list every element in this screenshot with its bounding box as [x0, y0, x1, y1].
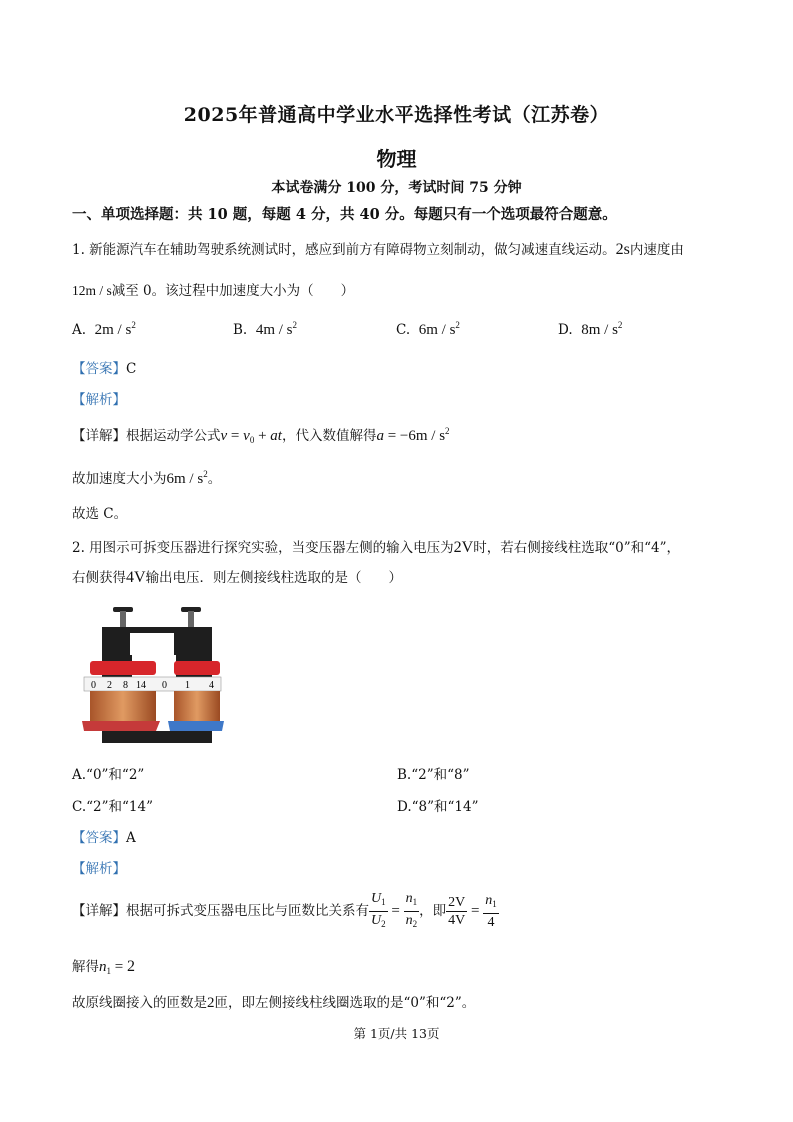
- q2-analysis-label: 【解析】: [72, 861, 126, 877]
- answer-label: 【答案】: [72, 361, 126, 377]
- q1-option-a: [72, 320, 136, 339]
- option-c-label: C.: [396, 322, 411, 338]
- q2-stem-c: 右侧获得: [72, 570, 126, 586]
- q2-solve: 解得$n_1 = 2$: [72, 958, 135, 976]
- q2-detail: 【详解】根据可拆式变压器电压比与匝数比关系有 $\frac{U_1}{U_2}$ = $\frac{n_1}{n_2}$ ，即 $\frac{2V}{4V}$ = $\frac{n_1}{4}$: [72, 890, 499, 934]
- q1-speed: 12m / s: [72, 283, 112, 298]
- result-value: 6m / s: [166, 471, 204, 487]
- q2-option-c: C.“2”和“14”: [72, 799, 154, 815]
- option-d-label: D.: [558, 322, 573, 338]
- detail-label: 【详解】: [72, 903, 126, 919]
- option-a-label: A.: [72, 322, 87, 338]
- left-terminals: [90, 661, 156, 675]
- turns-ratio-formula: $\frac{n_1}{n_2}$: [405, 891, 418, 929]
- q1-line1: [72, 238, 684, 259]
- q2-answer: [72, 826, 136, 846]
- terminal-label-r4: 4: [209, 680, 214, 691]
- option-b-value: 4m / s: [255, 322, 293, 338]
- q2-input-voltage: 2V: [453, 539, 474, 556]
- q2-output-voltage: 4V: [126, 569, 146, 586]
- q2-line2: [72, 566, 402, 587]
- option-b-label: B.: [233, 322, 248, 338]
- conclusion-value: 2: [207, 995, 215, 1011]
- terminal-label-0: 0: [91, 680, 96, 691]
- option-d-exp: 2: [617, 320, 623, 330]
- option-c-value: 6m / s: [418, 322, 456, 338]
- secondary-coil: [174, 691, 220, 721]
- answer-value: A: [126, 830, 136, 846]
- primary-coil: [90, 691, 156, 721]
- q2-option-b: B.“2”和“8”: [397, 767, 470, 783]
- exam-info: 本试卷满分 100 分，考试时间 75 分钟: [271, 180, 522, 196]
- q1-analysis-label: 【解析】: [72, 392, 126, 408]
- option-a-value: 2m / s: [94, 322, 132, 338]
- q1-stem-a: 1. 新能源汽车在辅助驾驶系统测试时，感应到前方有障碍物立刻制动，做匀减速直线运动。: [72, 242, 616, 258]
- q1-line2: [72, 279, 354, 299]
- q1-stem-b: 内速度由: [629, 242, 684, 258]
- q1-time: 2s: [615, 241, 630, 258]
- option-d-value: 8m / s: [581, 322, 618, 338]
- q1-option-d: [558, 320, 622, 339]
- detail-mid: ，代入数值解得: [281, 428, 377, 444]
- right-base: [168, 721, 224, 731]
- q1-choose: 故选 C。: [72, 506, 128, 522]
- q1-stem-c: 减至 0。该过程中加速度大小为（ ）: [111, 283, 355, 299]
- q1-detail: 【详解】根据运动学公式$v = v_0$ + at，代入数值解得$a = -6m / s^2$: [72, 426, 450, 445]
- terminal-label-2: 2: [107, 680, 112, 691]
- terminal-label-r0: 0: [162, 680, 167, 691]
- result-end: 。: [207, 471, 222, 487]
- q2-line1: [72, 536, 680, 557]
- conclusion-text-a: 故原线圈接入的匝数是: [72, 995, 207, 1011]
- terminal-label-14: 14: [136, 680, 146, 691]
- option-a-exp: 2: [131, 320, 136, 330]
- right-terminals: [174, 661, 220, 675]
- page-footer: 第 1页/共 13页: [353, 1026, 440, 1041]
- transformer-figure: [80, 603, 225, 745]
- q1-result: [72, 467, 221, 488]
- q2-stem-d: 输出电压．则左侧接线柱选取的是（ ）: [145, 570, 403, 586]
- voltage-ratio-formula: $\frac{U_1}{U_2}$: [371, 891, 386, 929]
- solve-value: 2: [126, 958, 135, 975]
- solve-text: 解得: [72, 959, 99, 975]
- left-base: [82, 721, 160, 731]
- subject-title: 物理: [376, 147, 417, 171]
- q2-option-a: A.“0”和“2”: [72, 767, 145, 783]
- exam-title: 2025年普通高中学业水平选择性考试（江苏卷）: [183, 104, 610, 126]
- numeric-ratio-formula: $\frac{2V}{4V}$: [448, 895, 466, 928]
- section-heading: 一、单项选择题：共 10 题，每题 4 分，共 40 分。每题只有一个选项最符合题意。: [72, 206, 617, 223]
- option-c-exp: 2: [455, 320, 460, 330]
- detail-mid: ，即: [419, 903, 447, 919]
- acceleration-result: a: [376, 428, 384, 444]
- q1-answer: [72, 357, 136, 377]
- result-text: 故加速度大小为: [72, 471, 167, 487]
- detail-text: 根据可拆式变压器电压比与匝数比关系有: [126, 903, 369, 919]
- numeric-turns-formula: $\frac{n_1}{4}$: [485, 893, 497, 930]
- conclusion-text-b: 匝，即左侧接线柱线圈选取的是“0”和“2”。: [214, 995, 476, 1011]
- detail-text: 根据运动学公式: [126, 428, 221, 444]
- kinematics-formula: v: [220, 428, 228, 444]
- answer-value: C: [126, 361, 137, 377]
- answer-label: 【答案】: [72, 830, 126, 846]
- option-b-exp: 2: [292, 320, 297, 330]
- q1-option-c: [396, 320, 460, 339]
- q2-stem-b: 时，若右侧接线柱选取“0”和“4”，: [473, 540, 681, 556]
- result-exp: 2: [203, 469, 208, 479]
- q2-conclusion: [72, 991, 475, 1012]
- terminal-label-8: 8: [123, 680, 128, 691]
- q2-option-d: D.“8”和“14”: [397, 799, 479, 815]
- terminal-label-r1: 1: [185, 680, 190, 691]
- q1-option-b: [233, 320, 297, 339]
- q2-stem-a: 2. 用图示可拆变压器进行探究实验，当变压器左侧的输入电压为: [72, 540, 454, 556]
- detail-label: 【详解】: [72, 428, 126, 444]
